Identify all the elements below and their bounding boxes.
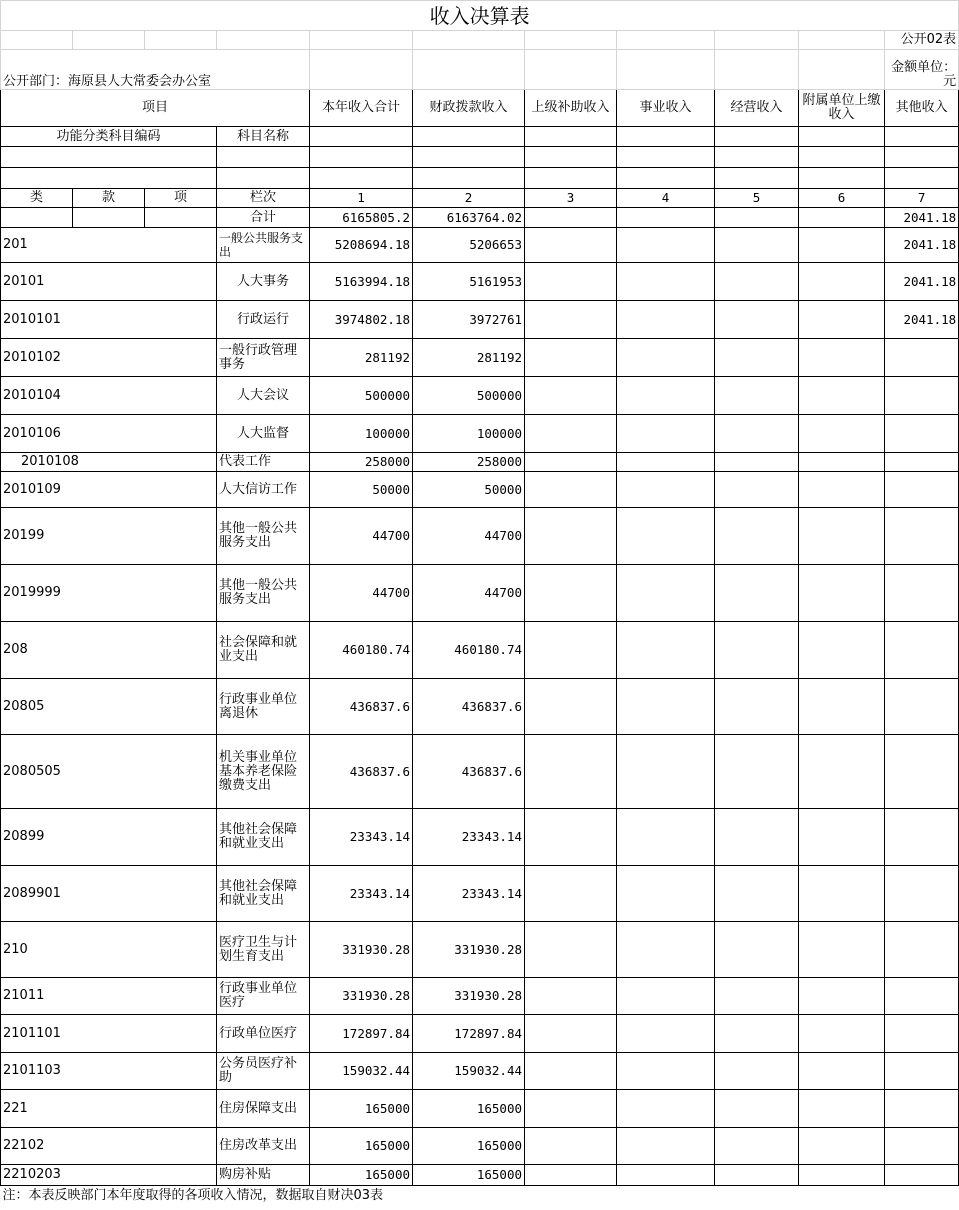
row-empty-cell — [799, 679, 885, 735]
header-xiang: 项 — [145, 189, 217, 208]
row-empty-cell — [715, 679, 799, 735]
row-code: 2101103 — [1, 1053, 217, 1090]
row-empty-cell — [715, 377, 799, 415]
row-subject-name: 人大事务 — [217, 263, 310, 301]
row-fiscal: 3972761 — [413, 301, 525, 339]
row-empty-cell — [617, 978, 715, 1015]
row-total: 165000 — [310, 1128, 413, 1165]
row-total: 3974802.18 — [310, 301, 413, 339]
col-num-4: 4 — [617, 189, 715, 208]
row-other — [885, 415, 959, 453]
row-subject-name: 行政运行 — [217, 301, 310, 339]
row-subject-name: 其他一般公共服务支出 — [217, 565, 310, 622]
row-empty-cell — [617, 415, 715, 453]
row-empty-cell — [715, 1090, 799, 1128]
row-other: 2041.18 — [885, 263, 959, 301]
row-empty-cell — [525, 1165, 617, 1186]
row-other — [885, 735, 959, 809]
row-empty-cell — [715, 339, 799, 377]
row-empty-cell — [525, 1015, 617, 1053]
total-row-fiscal: 6163764.02 — [413, 208, 525, 228]
row-fiscal: 500000 — [413, 377, 525, 415]
row-subject-name: 代表工作 — [217, 453, 310, 472]
row-empty-cell — [617, 1015, 715, 1053]
table-row — [1, 978, 959, 1015]
header-lanci: 栏次 — [217, 189, 310, 208]
row-empty-cell — [525, 622, 617, 679]
row-total: 23343.14 — [310, 809, 413, 866]
row-code: 2101101 — [1, 1015, 217, 1053]
row-code: 2080505 — [1, 735, 217, 809]
row-code: 20805 — [1, 679, 217, 735]
row-total: 331930.28 — [310, 978, 413, 1015]
row-other — [885, 377, 959, 415]
row-empty-cell — [617, 922, 715, 978]
table-row — [1, 735, 959, 809]
row-subject-name: 其他社会保障和就业支出 — [217, 866, 310, 922]
table-row — [1, 1090, 959, 1128]
row-empty-cell — [715, 809, 799, 866]
row-code: 208 — [1, 622, 217, 679]
row-total: 281192 — [310, 339, 413, 377]
row-empty-cell — [715, 263, 799, 301]
row-subject-name: 一般行政管理事务 — [217, 339, 310, 377]
row-empty-cell — [799, 228, 885, 263]
table-row — [1, 339, 959, 377]
row-fiscal: 460180.74 — [413, 622, 525, 679]
row-code: 210 — [1, 922, 217, 978]
row-empty-cell — [617, 622, 715, 679]
row-empty-cell — [799, 472, 885, 508]
row-code: 2210203 — [1, 1165, 217, 1186]
row-empty-cell — [799, 1015, 885, 1053]
col-num-6: 6 — [799, 189, 885, 208]
row-empty-cell — [525, 339, 617, 377]
row-subject-name: 人大监督 — [217, 415, 310, 453]
row-other: 2041.18 — [885, 301, 959, 339]
row-fiscal: 159032.44 — [413, 1053, 525, 1090]
row-total: 258000 — [310, 453, 413, 472]
row-code: 2019999 — [1, 565, 217, 622]
row-subject-name: 公务员医疗补助 — [217, 1053, 310, 1090]
row-total: 100000 — [310, 415, 413, 453]
row-empty-cell — [799, 508, 885, 565]
row-fiscal: 44700 — [413, 508, 525, 565]
col-num-1: 1 — [310, 189, 413, 208]
form-number: 公开02表 — [885, 31, 959, 50]
col-num-5: 5 — [715, 189, 799, 208]
row-other — [885, 508, 959, 565]
header-total: 本年收入合计 — [310, 90, 413, 127]
row-empty-cell — [715, 415, 799, 453]
row-fiscal: 165000 — [413, 1128, 525, 1165]
row-code: 2010108 — [1, 453, 217, 472]
total-row-total: 6165805.2 — [310, 208, 413, 228]
header-item: 项目 — [1, 90, 310, 127]
row-other — [885, 809, 959, 866]
row-subject-name: 行政单位医疗 — [217, 1015, 310, 1053]
row-total: 500000 — [310, 377, 413, 415]
row-fiscal: 100000 — [413, 415, 525, 453]
row-code: 20101 — [1, 263, 217, 301]
department-label: 公开部门：海原县人大常委会办公室 — [1, 50, 310, 90]
row-subject-name: 行政事业单位医疗 — [217, 978, 310, 1015]
row-subject-name: 购房补贴 — [217, 1165, 310, 1186]
row-total: 436837.6 — [310, 735, 413, 809]
row-code: 2089901 — [1, 866, 217, 922]
table-row — [1, 508, 959, 565]
row-code: 221 — [1, 1090, 217, 1128]
row-empty-cell — [799, 377, 885, 415]
row-subject-name: 社会保障和就业支出 — [217, 622, 310, 679]
row-subject-name: 住房改革支出 — [217, 1128, 310, 1165]
table-row — [1, 472, 959, 508]
row-empty-cell — [617, 263, 715, 301]
unit-label: 金额单位：元 — [885, 50, 959, 90]
row-fiscal: 436837.6 — [413, 679, 525, 735]
row-empty-cell — [715, 1053, 799, 1090]
header-lei: 类 — [1, 189, 73, 208]
row-other: 2041.18 — [885, 228, 959, 263]
row-empty-cell — [799, 866, 885, 922]
header-fiscal: 财政拨款收入 — [413, 90, 525, 127]
table-row — [1, 1165, 959, 1186]
row-other — [885, 1053, 959, 1090]
row-empty-cell — [617, 472, 715, 508]
row-fiscal: 281192 — [413, 339, 525, 377]
row-other — [885, 866, 959, 922]
row-empty-cell — [617, 339, 715, 377]
table-row — [1, 679, 959, 735]
row-empty-cell — [799, 301, 885, 339]
row-empty-cell — [525, 228, 617, 263]
header-affiliated: 附属单位上缴收入 — [799, 90, 885, 127]
row-empty-cell — [617, 228, 715, 263]
row-empty-cell — [617, 1090, 715, 1128]
table-row — [1, 1015, 959, 1053]
header-superior: 上级补助收入 — [525, 90, 617, 127]
row-fiscal: 258000 — [413, 453, 525, 472]
row-fiscal: 23343.14 — [413, 866, 525, 922]
row-code: 20199 — [1, 508, 217, 565]
total-row-other: 2041.18 — [885, 208, 959, 228]
row-total: 165000 — [310, 1090, 413, 1128]
row-empty-cell — [799, 809, 885, 866]
row-empty-cell — [617, 735, 715, 809]
row-empty-cell — [799, 1165, 885, 1186]
table-row — [1, 565, 959, 622]
row-empty-cell — [617, 453, 715, 472]
row-empty-cell — [525, 735, 617, 809]
row-empty-cell — [617, 1053, 715, 1090]
row-code: 2010102 — [1, 339, 217, 377]
row-empty-cell — [525, 263, 617, 301]
col-num-3: 3 — [525, 189, 617, 208]
row-empty-cell — [715, 508, 799, 565]
row-empty-cell — [715, 228, 799, 263]
row-empty-cell — [715, 565, 799, 622]
row-empty-cell — [617, 679, 715, 735]
row-empty-cell — [617, 508, 715, 565]
header-business: 事业收入 — [617, 90, 715, 127]
row-empty-cell — [715, 866, 799, 922]
table-row — [1, 377, 959, 415]
row-other — [885, 622, 959, 679]
total-row-label: 合计 — [217, 208, 310, 228]
row-empty-cell — [715, 922, 799, 978]
row-empty-cell — [799, 263, 885, 301]
row-fiscal: 5206653 — [413, 228, 525, 263]
table-row — [1, 228, 959, 263]
row-empty-cell — [617, 866, 715, 922]
header-operating: 经营收入 — [715, 90, 799, 127]
row-fiscal: 23343.14 — [413, 809, 525, 866]
header-subject-name: 科目名称 — [217, 127, 310, 147]
row-empty-cell — [715, 1015, 799, 1053]
row-empty-cell — [525, 1128, 617, 1165]
row-other — [885, 565, 959, 622]
row-empty-cell — [799, 622, 885, 679]
row-empty-cell — [525, 415, 617, 453]
row-empty-cell — [799, 735, 885, 809]
row-total: 44700 — [310, 565, 413, 622]
table-row — [1, 622, 959, 679]
row-empty-cell — [525, 1053, 617, 1090]
row-empty-cell — [617, 1128, 715, 1165]
row-subject-name: 行政事业单位离退休 — [217, 679, 310, 735]
row-fiscal: 165000 — [413, 1165, 525, 1186]
row-fiscal: 331930.28 — [413, 922, 525, 978]
row-empty-cell — [799, 1090, 885, 1128]
row-empty-cell — [799, 1053, 885, 1090]
row-empty-cell — [617, 565, 715, 622]
row-empty-cell — [525, 922, 617, 978]
row-empty-cell — [617, 809, 715, 866]
row-empty-cell — [799, 1128, 885, 1165]
table-row — [1, 809, 959, 866]
row-total: 44700 — [310, 508, 413, 565]
row-empty-cell — [525, 453, 617, 472]
row-total: 165000 — [310, 1165, 413, 1186]
row-empty-cell — [715, 622, 799, 679]
table-row — [1, 866, 959, 922]
table-row — [1, 922, 959, 978]
row-other — [885, 453, 959, 472]
header-func-code: 功能分类科目编码 — [1, 127, 217, 147]
row-empty-cell — [525, 377, 617, 415]
row-empty-cell — [617, 1165, 715, 1186]
row-other — [885, 679, 959, 735]
row-fiscal: 436837.6 — [413, 735, 525, 809]
row-empty-cell — [525, 1090, 617, 1128]
row-total: 50000 — [310, 472, 413, 508]
row-code: 2010101 — [1, 301, 217, 339]
table-note: 注：本表反映部门本年度取得的各项收入情况，数据取自财决03表 — [1, 1186, 959, 1206]
row-empty-cell — [525, 301, 617, 339]
row-fiscal: 50000 — [413, 472, 525, 508]
row-empty-cell — [799, 453, 885, 472]
row-fiscal: 5161953 — [413, 263, 525, 301]
row-empty-cell — [525, 679, 617, 735]
row-code: 20899 — [1, 809, 217, 866]
row-code: 2010104 — [1, 377, 217, 415]
table-row — [1, 453, 959, 472]
row-code: 2010106 — [1, 415, 217, 453]
row-total: 436837.6 — [310, 679, 413, 735]
row-total: 331930.28 — [310, 922, 413, 978]
row-other — [885, 339, 959, 377]
row-code: 22102 — [1, 1128, 217, 1165]
row-other — [885, 472, 959, 508]
table-row — [1, 301, 959, 339]
table-row — [1, 415, 959, 453]
row-subject-name: 其他一般公共服务支出 — [217, 508, 310, 565]
row-empty-cell — [715, 301, 799, 339]
row-empty-cell — [617, 301, 715, 339]
row-code: 21011 — [1, 978, 217, 1015]
row-empty-cell — [525, 809, 617, 866]
page-title: 收入决算表 — [1, 1, 959, 31]
row-subject-name: 人大会议 — [217, 377, 310, 415]
row-empty-cell — [715, 735, 799, 809]
row-total: 23343.14 — [310, 866, 413, 922]
row-subject-name: 人大信访工作 — [217, 472, 310, 508]
row-subject-name: 机关事业单位基本养老保险缴费支出 — [217, 735, 310, 809]
header-kuan: 款 — [73, 189, 145, 208]
row-empty-cell — [799, 978, 885, 1015]
row-total: 172897.84 — [310, 1015, 413, 1053]
table-row — [1, 1128, 959, 1165]
row-fiscal: 44700 — [413, 565, 525, 622]
row-empty-cell — [799, 565, 885, 622]
row-empty-cell — [715, 453, 799, 472]
row-total: 5208694.18 — [310, 228, 413, 263]
col-num-2: 2 — [413, 189, 525, 208]
row-code: 201 — [1, 228, 217, 263]
row-empty-cell — [799, 339, 885, 377]
row-fiscal: 331930.28 — [413, 978, 525, 1015]
row-subject-name: 住房保障支出 — [217, 1090, 310, 1128]
row-fiscal: 165000 — [413, 1090, 525, 1128]
row-empty-cell — [525, 978, 617, 1015]
row-empty-cell — [799, 922, 885, 978]
table-row — [1, 1053, 959, 1090]
row-empty-cell — [525, 565, 617, 622]
row-empty-cell — [525, 508, 617, 565]
row-other — [885, 1015, 959, 1053]
row-empty-cell — [715, 978, 799, 1015]
row-empty-cell — [715, 1128, 799, 1165]
row-subject-name: 一般公共服务支出 — [217, 228, 310, 263]
row-empty-cell — [799, 415, 885, 453]
row-empty-cell — [525, 866, 617, 922]
table-row — [1, 263, 959, 301]
row-fiscal: 172897.84 — [413, 1015, 525, 1053]
row-other — [885, 1165, 959, 1186]
row-total: 5163994.18 — [310, 263, 413, 301]
row-code: 2010109 — [1, 472, 217, 508]
row-other — [885, 1090, 959, 1128]
col-num-7: 7 — [885, 189, 959, 208]
row-total: 460180.74 — [310, 622, 413, 679]
row-other — [885, 978, 959, 1015]
header-other: 其他收入 — [885, 90, 959, 127]
row-other — [885, 1128, 959, 1165]
row-subject-name: 医疗卫生与计划生育支出 — [217, 922, 310, 978]
row-empty-cell — [525, 472, 617, 508]
row-total: 159032.44 — [310, 1053, 413, 1090]
row-empty-cell — [715, 1165, 799, 1186]
row-subject-name: 其他社会保障和就业支出 — [217, 809, 310, 866]
row-other — [885, 922, 959, 978]
row-empty-cell — [715, 472, 799, 508]
row-empty-cell — [617, 377, 715, 415]
